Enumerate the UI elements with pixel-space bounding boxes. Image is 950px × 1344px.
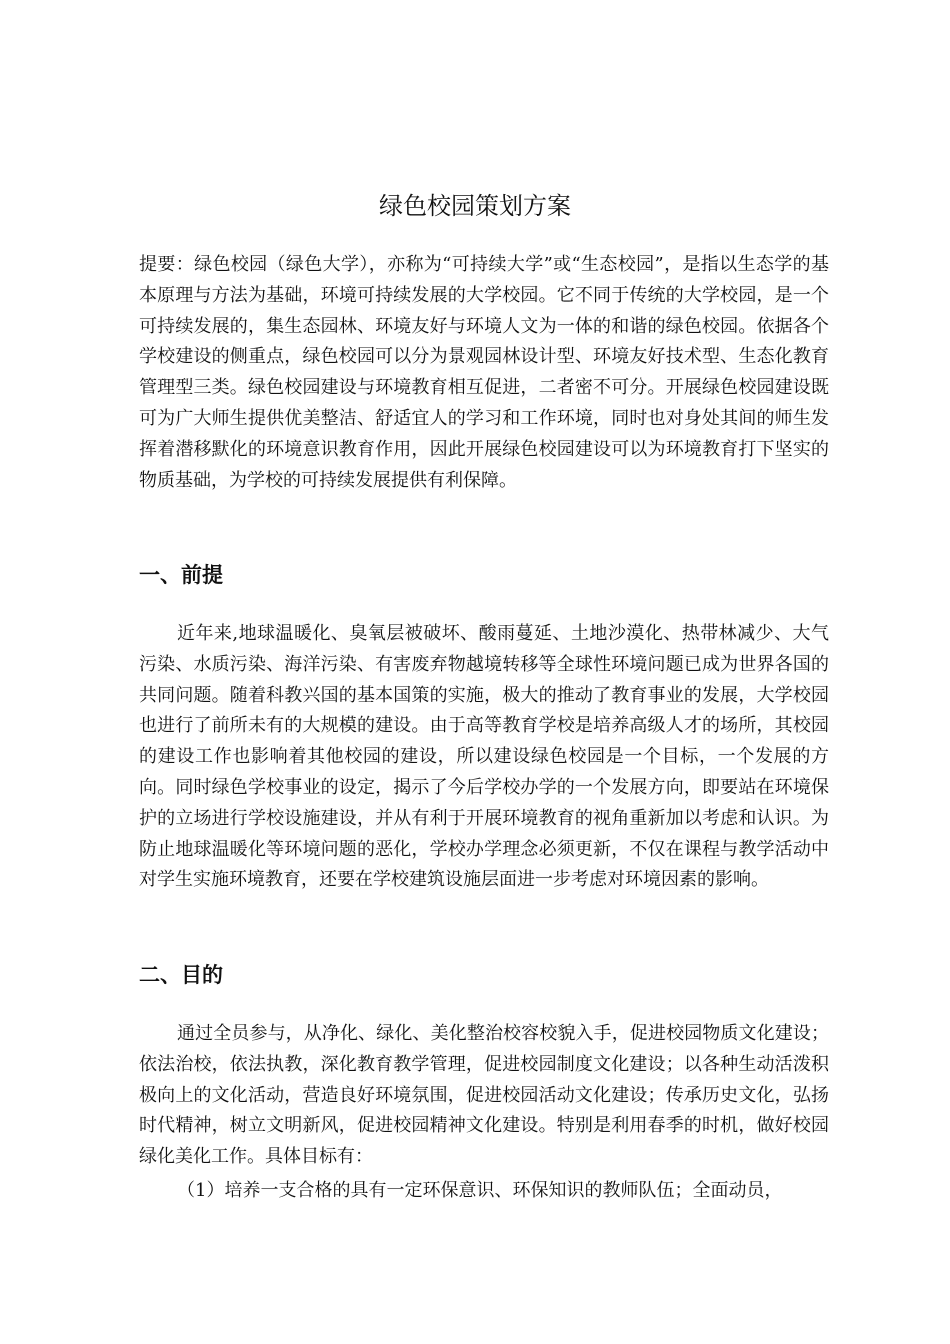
section-body-purpose: 通过全员参与，从净化、绿化、美化整治校容校貌入手，促进校园物质文化建设；依法治校，依法执教，深化教育教学管理，促进校园制度文化建设；以各种生动活泼积极向上的文化活动，营造良好环境氛围，促进校园活动文化建设；传承历史文化，弘扬时代精神，树立文明新风，促进校园精神文化建设。特别是利用春季的时机，做好校园绿化美化工作。具体目标有： <box>139 1023 829 1168</box>
goal-item-1: （1）培养一支合格的具有一定环保意识、环保知识的教师队伍；全面动员， <box>177 1180 783 1201</box>
abstract-paragraph: 提要：绿色校园（绿色大学），亦称为“可持续大学”或“生态校园”，是指以生态学的基本原理与方法为基础，环境可持续发展的大学校园。它不同于传统的大学校园，是一个可持续发展的，集生态园林、环境友好与环境人文为一体的和谐的绿色校园。依据各个学校建设的侧重点，绿色校园可以分为景观园林设计型、环境友好技术型、生态化教育管理型三类。绿色校园建设与环境教育相互促进，二者密不可分。开展绿色校园建设既可为广大师生提供优美整洁、舒适宜人的学习和工作环境，同时也对身处其间的师生发挥着潜移默化的环境意识教育作用，因此开展绿色校园建设可以为环境教育打下坚实的物质基础，为学校的可持续发展提供有利保障。 <box>139 254 829 491</box>
section-body-premise: 近年来,地球温暖化、臭氧层被破坏、酸雨蔓延、土地沙漠化、热带林减少、大气污染、水质污染、海洋污染、有害废弃物越境转移等全球性环境问题已成为世界各国的共同问题。随着科教兴国的基本国策的实施，极大的推动了教育事业的发展，大学校园也进行了前所未有的大规模的建设。由于高等教育学校是培养高级人才的场所，其校园的建设工作也影响着其他校园的建设，所以建设绿色校园是一个目标，一个发展的方向。同时绿色学校事业的设定，揭示了今后学校办学的一个发展方向，即要站在环境保护的立场进行学校设施建设，并从有利于开展环境教育的视角重新加以考虑和认识。为防止地球温暖化等环境问题的恶化，学校办学理念必须更新，不仅在课程与教学活动中对学生实施环境教育，还要在学校建筑设施层面进一步考虑对环境因素的影响。 <box>139 623 829 891</box>
document-title: 绿色校园策划方案 <box>379 192 571 220</box>
section-heading-premise: 一、前提 <box>139 563 223 587</box>
section-heading-purpose: 二、目的 <box>139 963 223 987</box>
